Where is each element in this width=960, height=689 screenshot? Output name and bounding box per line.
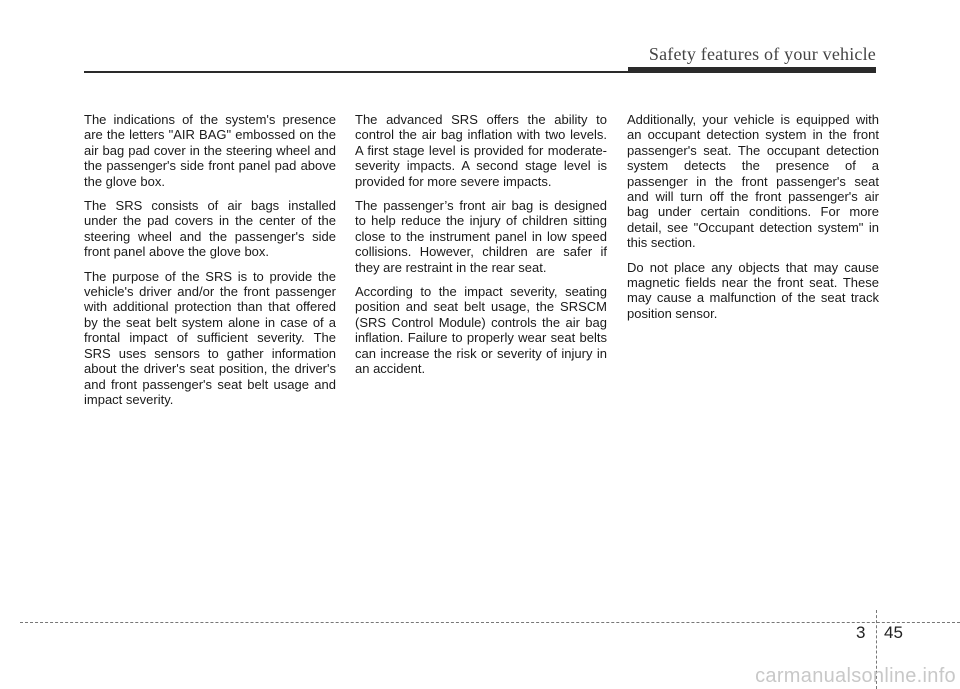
paragraph: The advanced SRS offers the ability to control the air bag inflation with two levels. A first stage level is provided for moderate-severity impacts. A second stage level is provided for more severe impacts. [355, 112, 607, 189]
paragraph: The purpose of the SRS is to provide the vehicle's driver and/or the front passenger with additional protection than that offered by the seat belt system alone in case of a frontal impact of sufficient severity. The SRS uses sensors to gather information about the driver's seat position, the driver's and front passenger's seat belt usage and impact severity. [84, 268, 336, 407]
watermark: carmanualsonline.info [755, 665, 956, 687]
paragraph: The indications of the system's presence are the letters "AIR BAG" embossed on the air bag pad cover in the steering wheel and the passenger's side front panel pad above the glove box. [84, 112, 336, 189]
paragraph: According to the impact severity, seating position and seat belt usage, the SRSCM (SRS Control Module) controls the air bag inflation. Failure to properly wear seat belts can increase the risk or severity of injury in an accident. [355, 284, 607, 377]
text-column-3 [627, 112, 879, 330]
paragraph: Additionally, your vehicle is equipped with an occupant detection system in the front passenger's seat. The occupant detection system detects the presence of a passenger in the front passenger's seat and will turn off the front passenger's air bag under certain conditions. For more detail, see "Occupant detection system" in this section. [627, 112, 879, 251]
header-rule [84, 71, 876, 73]
paragraph: The passenger’s front air bag is designed to help reduce the injury of children sitting close to the instrument panel in low speed collisions. However, children are safer if they are restraint in the rear seat. [355, 198, 607, 275]
paragraph: Do not place any objects that may cause magnetic fields near the front seat. These may cause a malfunction of the seat track position sensor. [627, 259, 879, 321]
section-title: Safety features of your vehicle [648, 44, 876, 64]
chapter-number: 3 [856, 623, 866, 642]
page-number: 45 [884, 623, 903, 642]
paragraph: The SRS consists of air bags installed under the pad covers in the center of the steering wheel and the passenger's side front panel above the glove box. [84, 198, 336, 260]
text-column-2 [355, 112, 607, 386]
text-column-1 [84, 112, 336, 416]
footer-rule [20, 622, 960, 623]
